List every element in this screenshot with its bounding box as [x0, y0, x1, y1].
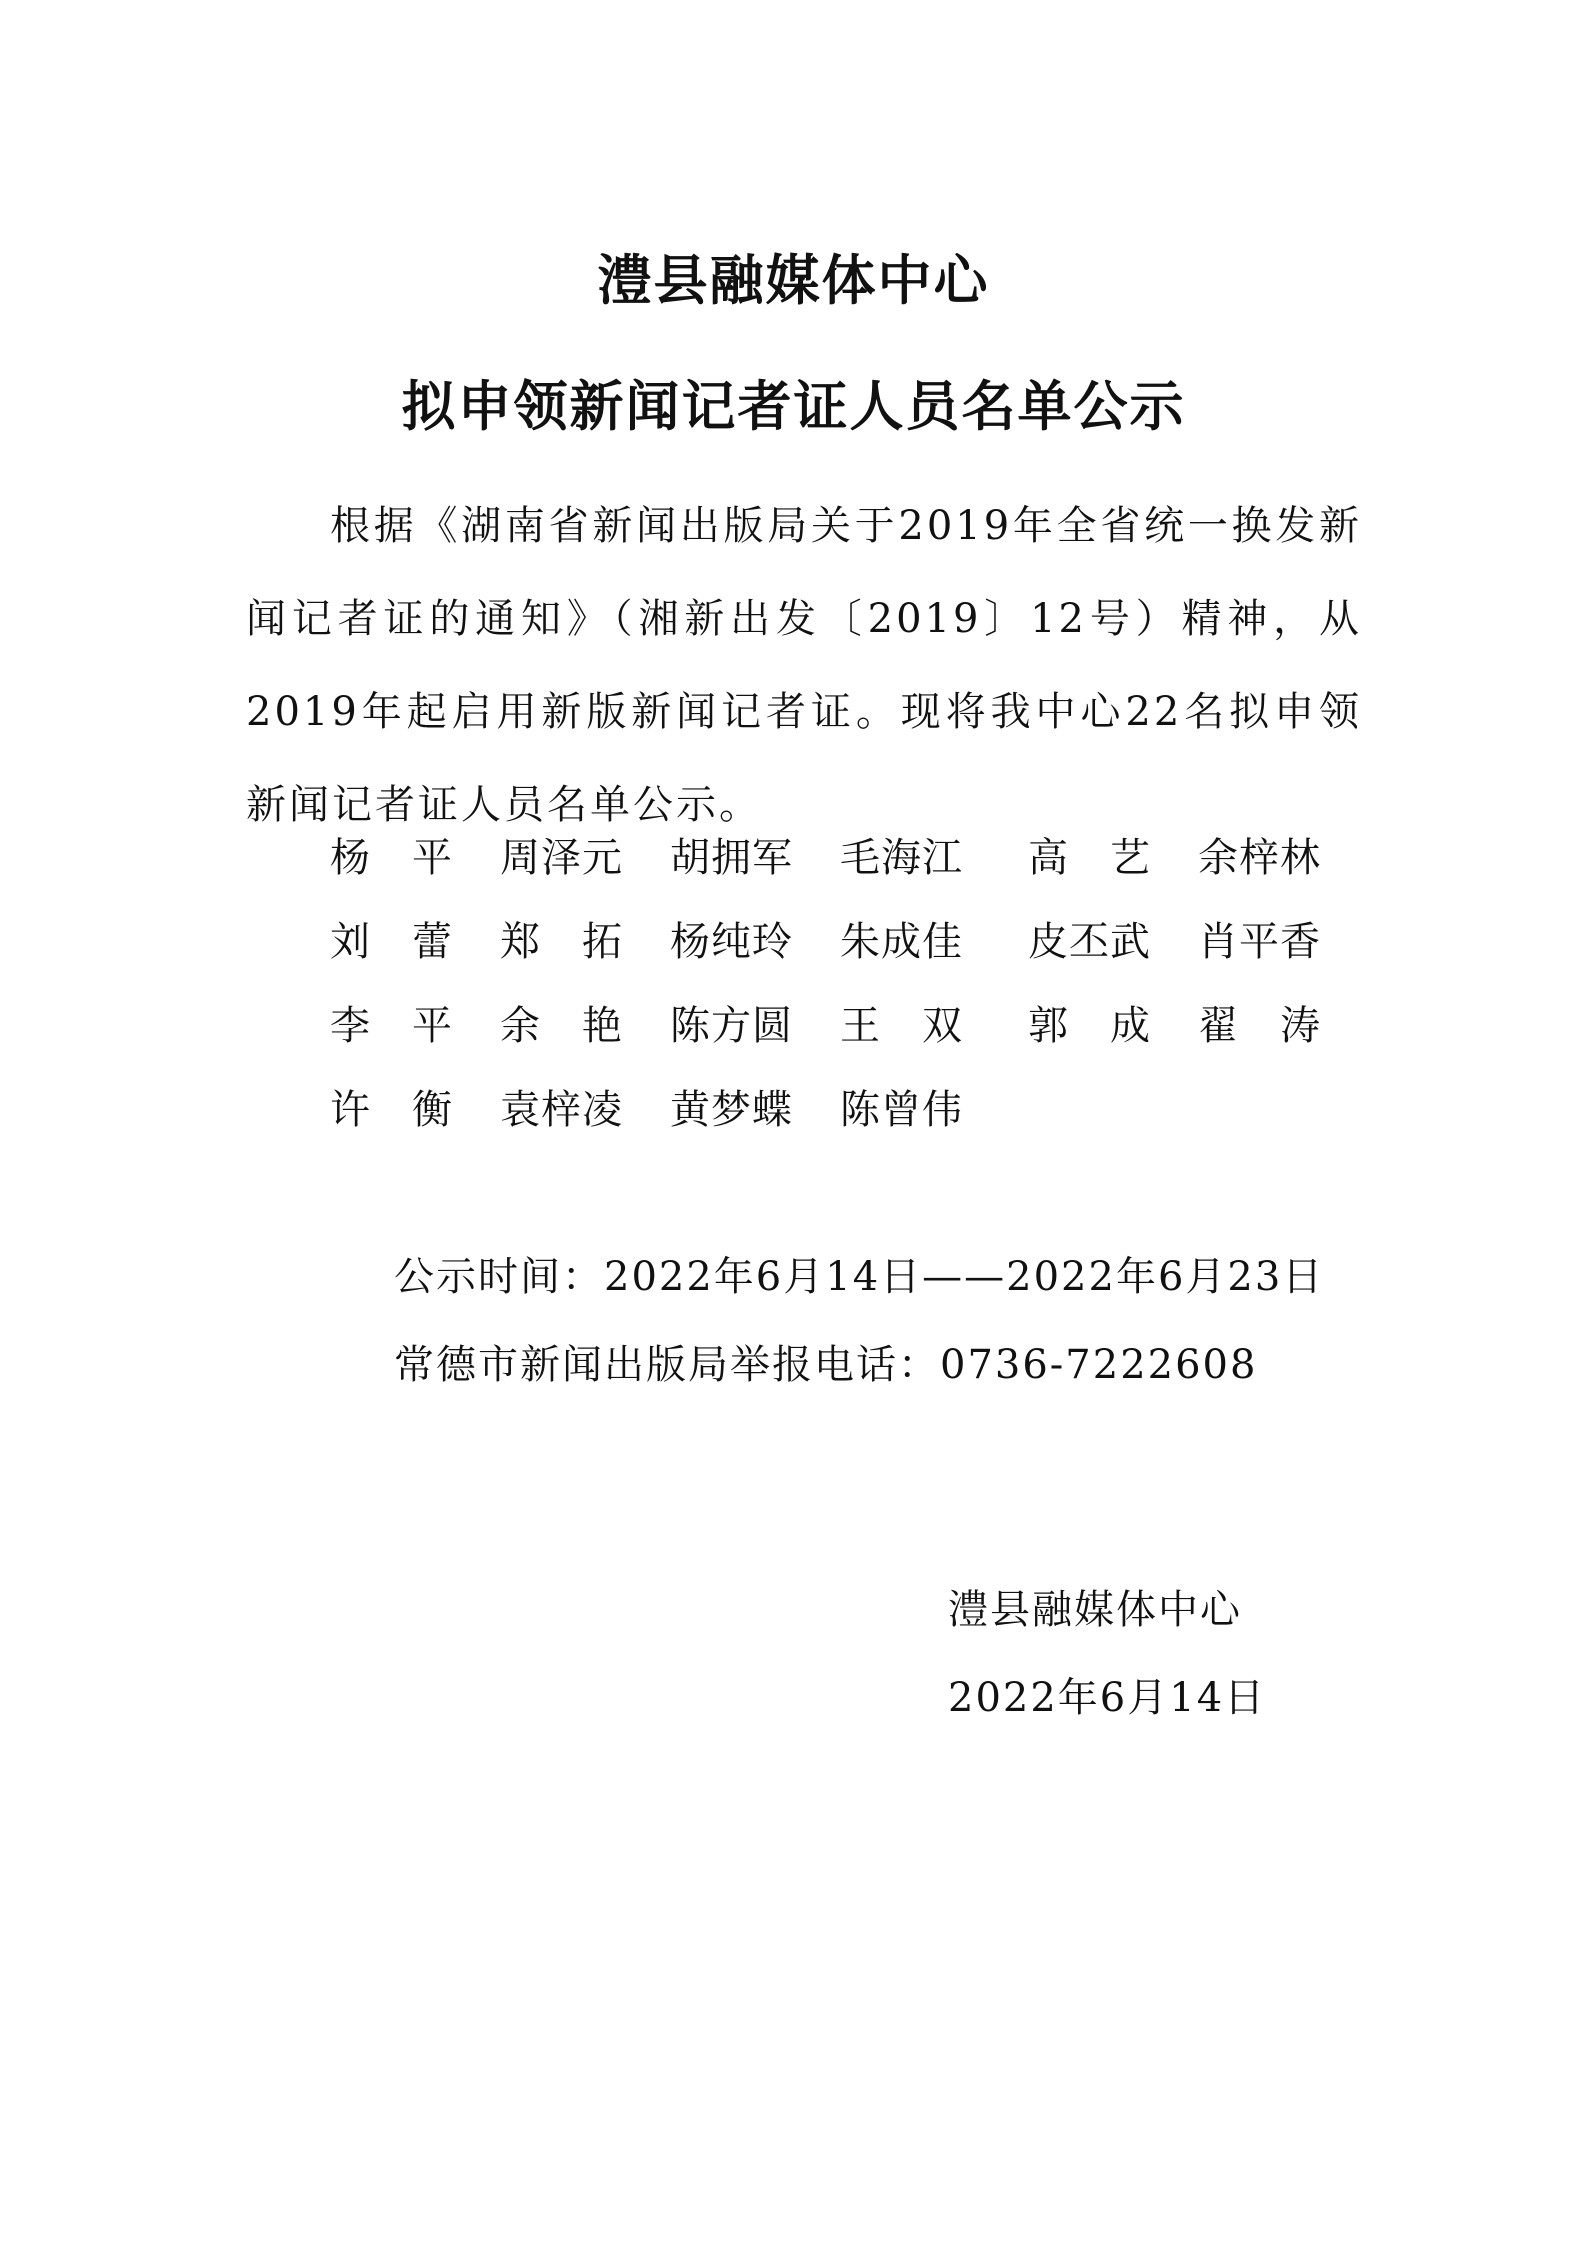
person-name: 许衡 [330, 1086, 452, 1133]
publicity-period: 公示时间：2022年6月14日——2022年6月23日 [394, 1254, 1325, 1300]
person-name: 杨纯玲 [670, 918, 792, 965]
person-name: 余梓林 [1198, 834, 1320, 881]
person-name: 陈曾伟 [840, 1086, 962, 1133]
person-name: 高艺 [1028, 834, 1150, 881]
body-paragraph: 根据《湖南省新闻出版局关于2019年全省统一换发新闻记者证的通知》（湘新出发〔2019〕12号）精神，从2019年起启用新版新闻记者证。现将我中心22名拟申领新闻记者证人员名单公示。 [246, 503, 1362, 828]
person-name: 朱成佳 [840, 918, 962, 965]
person-name: 黄梦蝶 [670, 1086, 792, 1133]
person-name: 杨平 [330, 834, 452, 881]
person-name: 周泽元 [500, 834, 622, 881]
document-title-org: 澧县融媒体中心 [597, 249, 990, 312]
person-name: 郭成 [1028, 1002, 1150, 1049]
person-name: 陈方圆 [670, 1002, 792, 1049]
names-list [330, 812, 1340, 1148]
names-row [330, 980, 1340, 1064]
signature-date: 2022年6月14日 [948, 1675, 1267, 1721]
report-phone: 常德市新闻出版局举报电话：0736-7222608 [394, 1342, 1258, 1388]
person-name: 皮丕武 [1028, 918, 1150, 965]
person-name: 余艳 [500, 1002, 622, 1049]
person-name: 胡拥军 [670, 834, 792, 881]
signature-organization: 澧县融媒体中心 [948, 1587, 1242, 1633]
person-name: 李平 [330, 1002, 452, 1049]
person-name: 王双 [840, 1002, 962, 1049]
names-row [330, 1064, 1340, 1148]
person-name: 翟涛 [1198, 1002, 1320, 1049]
person-name: 刘蕾 [330, 918, 452, 965]
names-row [330, 812, 1340, 896]
document-title-subject: 拟申领新闻记者证人员名单公示 [401, 375, 1186, 438]
person-name: 毛海江 [840, 834, 962, 881]
names-row [330, 896, 1340, 980]
person-name: 袁梓凌 [500, 1086, 622, 1133]
person-name: 郑拓 [500, 918, 622, 965]
person-name: 肖平香 [1198, 918, 1320, 965]
